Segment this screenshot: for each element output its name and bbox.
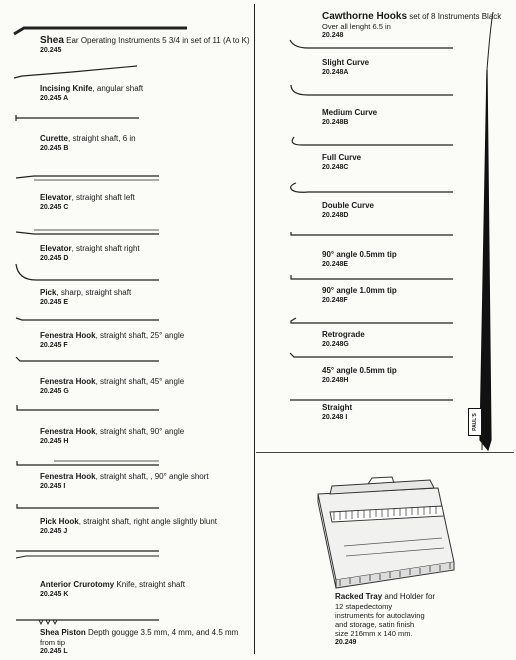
fenestra-hook-90-icon	[14, 403, 164, 413]
slight-curve-hook-icon	[288, 38, 458, 52]
item-code: 20.245 C	[40, 204, 69, 211]
cawthorne-length: Over all lenght 6.5 in	[322, 22, 391, 31]
item-name: Anterior Crurotomy	[40, 580, 115, 589]
item-code: 20.248 I	[322, 414, 348, 421]
curette-icon	[14, 113, 144, 123]
medium-curve-hook-icon	[288, 83, 458, 99]
tray-name: Racked Tray	[335, 592, 383, 601]
item-desc: , sharp, straight shaft	[56, 288, 132, 297]
item-code: 20.245 K	[40, 591, 69, 598]
tray-code: 20.249	[335, 639, 357, 646]
item-name: Pick	[40, 288, 57, 297]
item-code: 20.245 A	[40, 95, 69, 102]
item-name: Elevator	[40, 244, 72, 253]
tray-desc-line: 12 stapedectomy	[335, 602, 393, 611]
item-code: 20.245 D	[40, 255, 69, 262]
double-curve-hook-icon	[288, 180, 458, 196]
item-code: 20.245 B	[40, 145, 69, 152]
anterior-crurotomy-knife-icon	[14, 547, 164, 561]
column-divider	[254, 4, 255, 654]
item-desc: , straight shaft, 90° angle	[95, 427, 185, 436]
item-name: Retrograde	[322, 330, 365, 339]
fenestra-hook-90-short-icon	[14, 458, 164, 468]
handle-brand-label	[468, 408, 482, 436]
item-code: 20.248B	[322, 119, 349, 126]
item-name: Straight	[322, 403, 353, 412]
item-desc: , straight shaft left	[71, 193, 135, 202]
item-desc: Depth gougge 3.5 mm, 4 mm, and 4.5 mm	[85, 628, 239, 637]
pick-icon	[14, 262, 164, 284]
tray-desc-line: instruments for autoclaving	[335, 611, 425, 620]
item-code: 20.245 H	[40, 438, 69, 445]
item-name: Curette	[40, 134, 69, 143]
item-name: Incising Knife	[40, 84, 93, 93]
item-20-248f	[322, 286, 397, 305]
item-name: Slight Curve	[322, 58, 370, 67]
item-code: 20.248G	[322, 341, 349, 348]
item-code: 20.248C	[322, 164, 349, 171]
tray-desc: and Holder for	[382, 592, 436, 601]
elevator-right-icon	[14, 228, 164, 238]
item-code: 20.248A	[322, 69, 349, 76]
item-name: Elevator	[40, 193, 72, 202]
item-code: 20.245 I	[40, 483, 66, 490]
shea-code: 20.245	[40, 47, 62, 54]
item-20-248e	[322, 250, 397, 269]
item-20-245-l	[40, 628, 238, 656]
item-20-245-b	[40, 134, 136, 153]
item-desc: , straight shaft, right angle slightly blunt	[78, 517, 217, 526]
item-20-245-e	[40, 288, 131, 307]
angle-45-05mm-hook-icon	[288, 352, 458, 360]
item-desc: Knife, straight shaft	[114, 580, 185, 589]
item-code: 20.248D	[322, 212, 349, 219]
item-code: 20.248E	[322, 261, 349, 268]
cawthorne-code: 20.248	[322, 32, 344, 39]
shea-header-instrument-icon	[12, 22, 192, 36]
item-name: 90° angle 0.5mm tip	[322, 250, 397, 259]
item-20-245-i	[40, 472, 209, 491]
item-name: Fenestra Hook	[40, 427, 96, 436]
item-20-245-f	[40, 331, 184, 350]
item-desc: , straight shaft right	[71, 244, 140, 253]
item-20-248g	[322, 330, 365, 349]
cawthorne-desc: set of 8 Instruments Black	[407, 12, 502, 21]
item-name: Pick Hook	[40, 517, 79, 526]
item-20-245-a	[40, 84, 143, 103]
angle-90-05mm-hook-icon	[288, 230, 458, 238]
retrograde-hook-icon	[288, 316, 458, 326]
shea-desc: Ear Operating Instruments 5 3/4 in set of 11 (A to K)	[66, 36, 250, 45]
elevator-left-icon	[14, 172, 164, 182]
piston-gouge-icon	[14, 612, 164, 626]
angle-90-10mm-hook-icon	[288, 274, 458, 282]
item-20-248a	[322, 58, 369, 77]
fenestra-hook-45-icon	[14, 356, 164, 364]
item-desc: , straight shaft, 6 in	[68, 134, 136, 143]
item-20-248c	[322, 153, 361, 172]
item-name: Shea Piston	[40, 628, 86, 637]
item-20-245-h	[40, 427, 184, 446]
item-name: Medium Curve	[322, 108, 378, 117]
item-code: 20.245 F	[40, 342, 68, 349]
straight-hook-icon	[288, 397, 458, 403]
pick-hook-icon	[14, 502, 164, 512]
item-name: Double Curve	[322, 201, 375, 210]
item-name: Fenestra Hook	[40, 377, 96, 386]
tray-desc-line: size 216mm x 140 mm.	[335, 629, 413, 638]
item-desc: , straight shaft, 45° angle	[95, 377, 185, 386]
tray-desc-line: and storage, satin finish	[335, 620, 415, 629]
item-20-245-d	[40, 244, 140, 263]
item-20-249	[335, 592, 435, 647]
item-code: 20.245 G	[40, 388, 69, 395]
item-code: 20.248F	[322, 297, 348, 304]
cawthorne-title: Cawthorne Hooks	[322, 11, 408, 22]
item-20-248d	[322, 201, 374, 220]
item-desc: , straight shaft, 25° angle	[95, 331, 185, 340]
item-desc-2: from tip	[40, 638, 66, 647]
item-20-245-g	[40, 377, 184, 396]
item-name: Fenestra Hook	[40, 472, 96, 481]
item-name: 90° angle 1.0mm tip	[322, 286, 397, 295]
full-curve-hook-icon	[288, 133, 458, 149]
item-20-245-j	[40, 517, 217, 536]
item-20-245-c	[40, 193, 135, 212]
item-20-245-k	[40, 580, 185, 599]
hook-handle-illustration	[460, 10, 500, 452]
item-desc: , straight shaft, , 90° angle short	[95, 472, 209, 481]
section-divider	[256, 452, 514, 453]
item-name: 45° angle 0.5mm tip	[322, 366, 397, 375]
item-code: 20.245 E	[40, 299, 69, 306]
item-code: 20.248H	[322, 377, 349, 384]
item-20-248h	[322, 366, 397, 385]
item-name: Full Curve	[322, 153, 362, 162]
shea-title: Shea	[40, 35, 64, 46]
incising-knife-icon	[12, 64, 142, 80]
item-20-248i	[322, 403, 352, 422]
racked-tray-illustration	[310, 476, 460, 596]
item-code: 20.245 L	[40, 648, 68, 655]
item-20-248b	[322, 108, 377, 127]
shea-set-header	[40, 36, 250, 55]
item-code: 20.245 J	[40, 528, 68, 535]
brand-text: PAUL'S	[472, 413, 478, 431]
item-desc: , angular shaft	[92, 84, 144, 93]
fenestra-hook-25-icon	[14, 316, 164, 324]
item-name: Fenestra Hook	[40, 331, 96, 340]
